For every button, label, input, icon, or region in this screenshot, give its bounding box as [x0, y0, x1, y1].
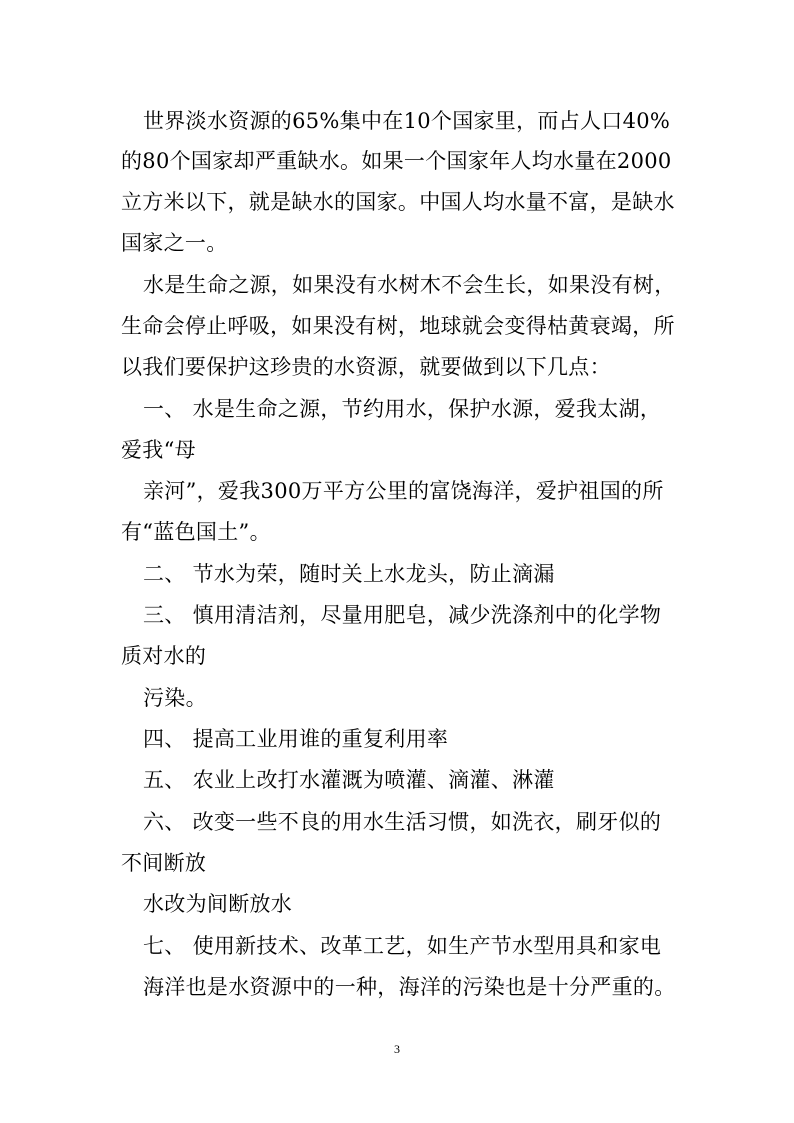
- list-item: 七、 使用新技术、改革工艺，如生产节水型用具和家电: [143, 934, 662, 958]
- text-line: 国家之一。: [121, 231, 228, 255]
- text-line: 亲河”，爱我300万平方公里的富饶海洋，爱护祖国的所: [143, 479, 664, 503]
- list-item: 二、 节水为荣，随时关上水龙头，防止滴漏: [143, 562, 555, 586]
- text-line: 爱我“母: [121, 438, 196, 462]
- list-item: 四、 提高工业用谁的重复利用率: [143, 727, 449, 751]
- text-line: 的80个国家却严重缺水。如果一个国家年人均水量在2000: [121, 149, 672, 173]
- text-line: 质对水的: [121, 644, 207, 668]
- page-number: 3: [394, 1042, 400, 1056]
- text-line: 有“蓝色国土”。: [121, 520, 271, 544]
- text-line: 水是生命之源，如果没有水树木不会生长，如果没有树，: [143, 273, 676, 297]
- text-line: 水改为间断放水: [143, 892, 293, 916]
- text-line: 海洋也是水资源中的一种，海洋的污染也是十分严重的。: [143, 975, 676, 999]
- text-line: 世界淡水资源的65%集中在10个国家里，而占人口40%: [143, 109, 671, 133]
- list-item: 五、 农业上改打水灌溉为喷灌、滴灌、淋灌: [143, 768, 555, 792]
- list-item: 三、 慎用清洁剂，尽量用肥皂，减少洗涤剂中的化学物: [143, 603, 662, 627]
- text-line: 以我们要保护这珍贵的水资源，就要做到以下几点：: [121, 355, 611, 379]
- list-item: 六、 改变一些不良的用水生活习惯，如洗衣，刷牙似的: [143, 810, 662, 834]
- text-line: 不间断放: [121, 851, 207, 875]
- text-line: 生命会停止呼吸，如果没有树，地球就会变得枯黄衰竭，所: [121, 314, 675, 338]
- list-item: 一、 水是生命之源，节约用水，保护水源，爱我太湖，: [143, 397, 662, 421]
- text-line: 立方米以下，就是缺水的国家。中国人均水量不富，是缺水: [121, 190, 675, 214]
- text-line: 污染。: [143, 686, 207, 710]
